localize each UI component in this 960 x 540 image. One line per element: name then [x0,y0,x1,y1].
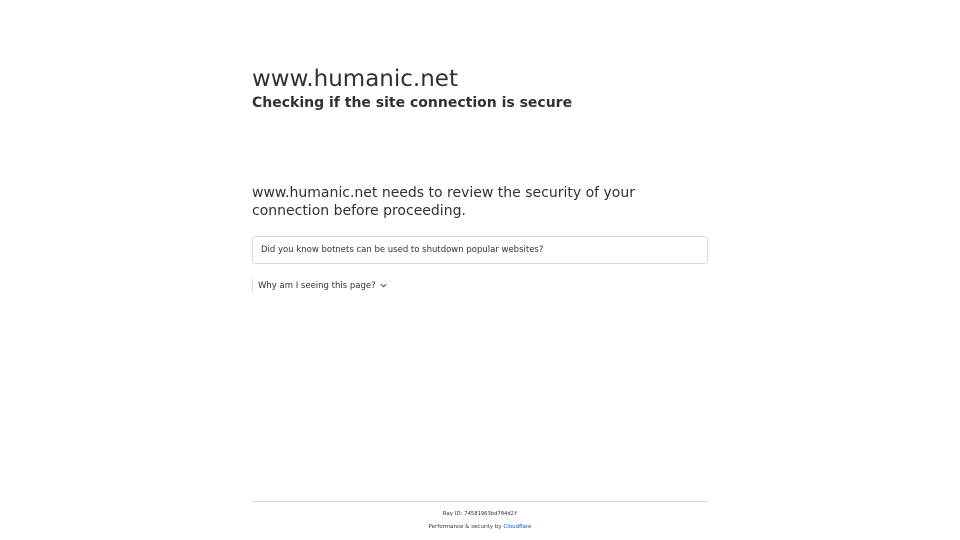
review-message: www.humanic.net needs to review the security of your connection before proceeding. [252,185,635,219]
ray-id-line [252,510,708,518]
why-seeing-label: Why am I seeing this page? [258,280,376,291]
tip-text: Did you know botnets can be used to shutdown popular websites? [261,245,544,255]
page-subtitle: Checking if the site connection is secure [252,95,573,111]
tip-box [252,236,708,264]
performance-line [252,523,708,531]
site-title: www.humanic.net [252,66,458,92]
performance-label: Performance & security by [428,524,504,530]
cloudflare-link[interactable]: Cloudflare [503,524,532,530]
chevron-down-icon [380,282,387,289]
ray-id-value: 74581963bd704d2f [464,511,518,517]
why-seeing-toggle[interactable] [252,279,387,292]
footer [252,501,708,531]
ray-id-label: Ray ID: [442,511,465,517]
